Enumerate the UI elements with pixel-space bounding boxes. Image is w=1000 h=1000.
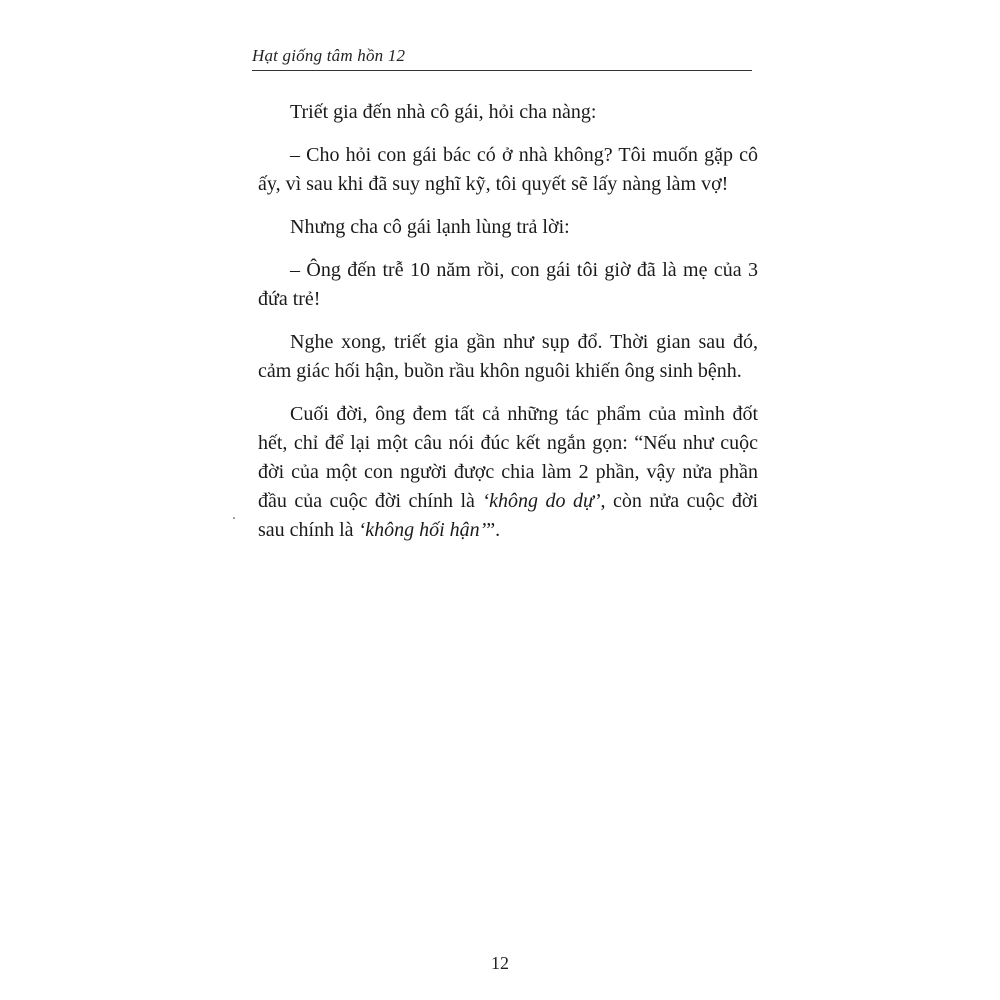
paragraph-5: Nghe xong, triết gia gần như sụp đổ. Thời gian sau đó, cảm giác hối hận, buồn rầu khôn nguôi khiến ông sinh bệnh. — [258, 331, 758, 382]
paragraph-2: – Cho hỏi con gái bác có ở nhà không? Tôi muốn gặp cô ấy, vì sau khi đã suy nghĩ kỹ, tôi quyết sẽ lấy nàng làm vợ! — [258, 144, 758, 195]
paragraph-6-part-3: ”. — [486, 519, 501, 541]
quote-khong-do-du: ‘không do dự’ — [482, 490, 601, 512]
quote-khong-hoi-han: ‘không hối hận’ — [358, 519, 487, 541]
paragraph-1: Triết gia đến nhà cô gái, hỏi cha nàng: — [290, 101, 597, 123]
paragraph-6 — [258, 400, 758, 545]
running-header: Hạt giống tâm hồn 12 — [252, 46, 406, 65]
header-rule — [252, 70, 752, 71]
paragraph-4: – Ông đến trễ 10 năm rồi, con gái tôi giờ đã là mẹ của 3 đứa trẻ! — [258, 259, 758, 310]
paragraph-6-part-2: , còn nửa cuộc đời sau chính là — [258, 490, 759, 541]
paragraph-6-part-1: Cuối đời, ông đem tất cả những tác phẩm của mình đốt hết, chỉ để lại một câu nói đúc kết ngắn gọn: “Nếu như cuộc đời của một con người được chia làm 2 phần, vậy nửa phần đầu của cuộc đời chính là — [258, 403, 758, 512]
paragraph-3: Nhưng cha cô gái lạnh lùng trả lời: — [290, 216, 570, 238]
page-number: 12 — [491, 953, 509, 973]
body-text — [258, 98, 758, 559]
print-speck — [233, 517, 235, 519]
